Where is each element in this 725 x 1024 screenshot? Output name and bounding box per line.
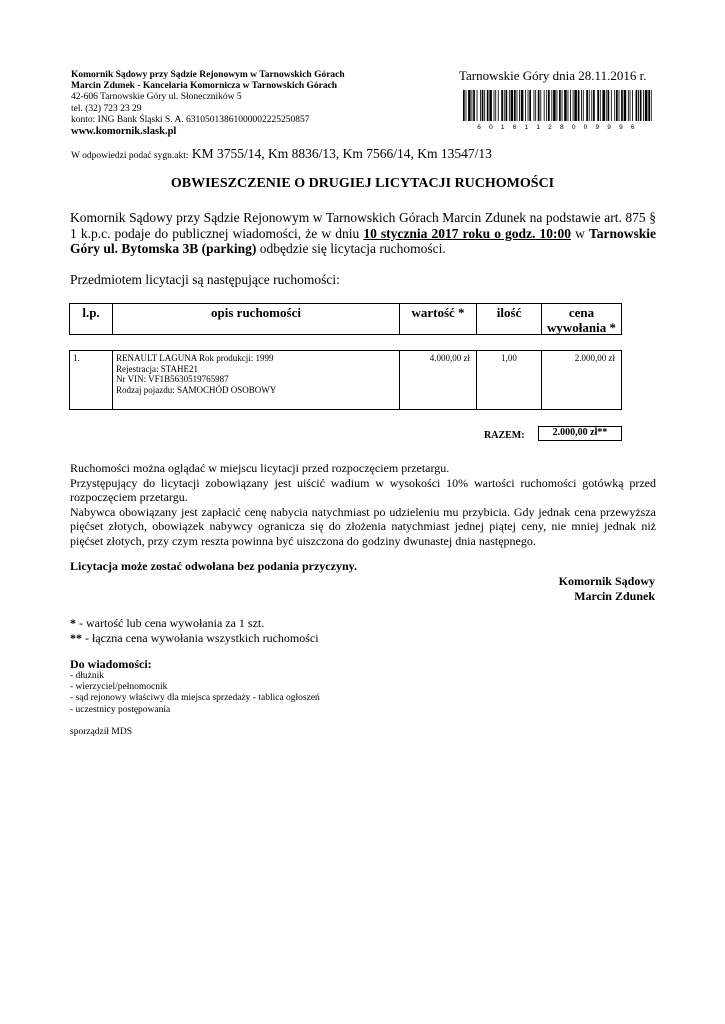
row-price: 2.000,00 zł	[541, 350, 622, 410]
list-item: - sąd rejonowy właściwy dla miejsca sprzedaży - tablica ogłoszeń	[70, 693, 320, 704]
barcode-bar	[591, 90, 592, 121]
barcode-bar	[540, 90, 541, 121]
barcode-bar	[608, 90, 610, 121]
barcode-bar	[548, 90, 550, 121]
intro-paragraph	[70, 210, 656, 257]
barcode-bar	[581, 90, 582, 121]
barcode-bar	[498, 90, 499, 121]
intro-part1: Komornik Sądowy przy Sądzie Rejonowym w Tarnowskich Górach Marcin Zdunek na podstawie art. 875 § 1 k.p.c. podaje do publicznej wiadomości, że w dniu	[70, 210, 656, 241]
barcode-bar	[477, 90, 478, 121]
barcode-bar	[570, 90, 571, 121]
intro-part3: odbędzie się licytacja ruchomości.	[259, 241, 446, 256]
barcode-bar	[602, 90, 605, 121]
barcode-bar	[529, 90, 531, 121]
document-title: OBWIESZCZENIE O DRUGIEJ LICYTACJI RUCHOMOŚCI	[170, 176, 555, 191]
barcode-bar	[466, 90, 467, 121]
ref-prefix: W odpowiedzi podać sygn.akt:	[71, 151, 189, 161]
row-qty: 1,00	[476, 350, 542, 410]
barcode-bar	[506, 90, 508, 121]
barcode-bar	[487, 90, 489, 121]
barcode-bar	[614, 90, 615, 121]
barcode-bar	[600, 90, 601, 121]
footnote-1	[70, 616, 319, 631]
body-paragraph-viewing: Ruchomości można oglądać w miejscu licytacji przed rozpoczęciem przetargu.	[70, 461, 450, 475]
table-row	[69, 350, 622, 410]
barcode-bar	[528, 90, 529, 121]
barcode-bar	[538, 90, 540, 121]
row-desc-line: Rodzaj pojazdu: SAMOCHÓD OSOBOWY	[116, 384, 277, 395]
barcode-bar	[586, 90, 588, 121]
row-desc	[112, 350, 400, 410]
barcode-bar	[574, 90, 577, 121]
barcode-bar	[562, 90, 563, 121]
barcode-bar	[619, 90, 620, 121]
office-header	[71, 70, 451, 137]
distribution-list	[70, 671, 320, 716]
row-value: 4.000,00 zł	[399, 350, 477, 410]
barcode-bar	[597, 90, 599, 121]
header-qty: ilość	[476, 303, 542, 335]
barcode-bar	[504, 90, 505, 121]
auction-place: Tarnowskie Góry ul. Bytomska 3B (parking)	[70, 225, 657, 256]
barcode-bar	[636, 90, 638, 121]
barcode-bar	[583, 90, 584, 121]
barcode-bar	[546, 90, 547, 121]
barcode-bar	[551, 90, 552, 121]
barcode-bar	[535, 90, 536, 121]
barcode-bar	[651, 90, 652, 121]
barcode-bar	[648, 90, 650, 121]
barcode-bar	[643, 90, 644, 121]
barcode-bar	[632, 90, 633, 121]
footnote-1-text: - wartość lub cena wywołania za 1 szt.	[76, 616, 265, 630]
barcode-bar	[521, 90, 524, 121]
barcode-bar	[463, 90, 465, 121]
row-desc-line: Nr VIN: VF1B5630519765987	[116, 374, 229, 384]
total-value: 2.000,00 zł**	[538, 426, 622, 441]
row-desc-line: Rejestracja: STAHE21	[116, 363, 199, 374]
barcode-bar	[568, 90, 569, 121]
barcode-bar	[473, 90, 475, 121]
barcode-bar	[482, 90, 484, 121]
barcode-bar	[517, 90, 518, 121]
barcode-bar	[544, 90, 545, 121]
list-item: - wierzyciel/pełnomocnik	[70, 682, 168, 693]
office-phone: tel. (32) 723 23 29	[71, 103, 142, 114]
office-line1: Komornik Sądowy przy Sądzie Rejonowym w Tarnowskich Górach	[71, 70, 345, 80]
office-website: www.komornik.slask.pl	[71, 126, 177, 138]
barcode-bar	[514, 90, 516, 121]
subject-line: Przedmiotem licytacji są następujące ruchomości:	[70, 272, 340, 287]
barcode-bar	[557, 90, 558, 121]
barcode-bar	[621, 90, 623, 121]
barcode-bar	[630, 90, 631, 121]
barcode-bar	[573, 90, 574, 121]
auction-date-time: 10 stycznia 2017 roku o godz. 10:00	[363, 225, 572, 241]
barcode-bar	[589, 90, 590, 121]
table-header	[69, 303, 622, 335]
barcode-bar	[559, 90, 561, 121]
barcode-digits: 6 0 1 6 1 1 2 8 0 0 9 9 9 6	[477, 124, 638, 130]
ref-numbers: KM 3755/14, Km 8836/13, Km 7566/14, Km 13547/13	[191, 146, 492, 161]
footnote-2-mark: **	[70, 630, 82, 645]
barcode-bar	[519, 90, 520, 121]
barcode-bar	[606, 90, 607, 121]
cancel-note: Licytacja może zostać odwołana bez podania przyczyny.	[70, 559, 357, 573]
barcode-bar	[494, 90, 495, 121]
case-reference	[71, 146, 492, 162]
body-text	[70, 461, 656, 549]
barcode-bar	[564, 90, 567, 121]
barcode-bar	[511, 90, 514, 121]
barcode-bar	[578, 90, 580, 121]
barcode-bar	[628, 90, 629, 121]
barcode-bar	[640, 90, 642, 121]
barcode	[462, 90, 653, 130]
distribution-title: Do wiadomości:	[70, 657, 152, 671]
barcode-bar	[484, 90, 485, 121]
header-price	[541, 303, 622, 335]
barcode-bar	[509, 90, 510, 121]
barcode-bar	[645, 90, 648, 121]
barcode-bar	[593, 90, 595, 121]
footnote-1-mark: *	[70, 616, 76, 630]
signature-title: Komornik Sądowy	[558, 574, 655, 588]
barcode-image	[462, 90, 653, 130]
barcode-bar	[611, 90, 612, 121]
prepared-by: sporządził MDS	[70, 727, 133, 737]
barcode-bar	[525, 90, 526, 121]
body-paragraph-deposit: Przystępujący do licytacji zobowiązany jest uiścić wadium w wysokości 10% wartości ruchomości gotówką przed rozpoczęciem przetargu.	[70, 475, 656, 505]
body-paragraph-payment: Nabywca obowiązany jest zapłacić cenę nabycia natychmiast po udzieleniu mu przybicia. Gdy jednak cena przewyższa pięćset złotych, obowiązek nabywcy ogranicza się do złożenia natychmiast jednej piątej ceny, nie mniej jednak niż pięćset złotych, przy czym reszta powinna być uiszczona do godziny dwunastej dnia następnego.	[70, 504, 656, 548]
barcode-bar	[489, 90, 492, 121]
intro-part2: w	[575, 225, 585, 241]
barcode-bar	[495, 90, 496, 121]
signature-name: Marcin Zdunek	[574, 588, 655, 603]
barcode-bar	[553, 90, 556, 121]
barcode-bar	[534, 90, 535, 121]
list-item: - uczestnicy postępowania	[70, 704, 171, 715]
signature	[470, 574, 655, 603]
footnotes	[70, 616, 319, 645]
barcode-bar	[616, 90, 618, 121]
header-price-line2: wywołania *	[547, 320, 616, 335]
total-label: RAZEM:	[484, 430, 525, 441]
header-lp: l.p.	[69, 303, 113, 335]
header-value: wartość *	[399, 303, 477, 335]
header-desc: opis ruchomości	[112, 303, 400, 335]
document-date: Tarnowskie Góry dnia 28.11.2016 r.	[459, 68, 647, 83]
footnote-2-text: - łączna cena wywołania wszystkich ruchomości	[82, 630, 319, 645]
list-item: - dłużnik	[70, 671, 105, 681]
barcode-bar	[480, 90, 481, 121]
office-account: konto: ING Bank Śląski S. A. 63105013861000002225250857	[71, 114, 310, 125]
barcode-bar	[638, 90, 639, 121]
row-lp: 1.	[69, 350, 113, 410]
office-address: 42-606 Tarnowskie Góry ul. Słoneczników 5	[71, 92, 242, 103]
barcode-bar	[472, 90, 473, 121]
barcode-bar	[468, 90, 471, 121]
office-line2: Marcin Zdunek - Kancelaria Komornicza w Tarnowskich Górach	[71, 81, 338, 92]
footnote-2	[70, 631, 319, 646]
header-price-line1: cena	[568, 305, 595, 320]
row-desc-line: RENAULT LAGUNA Rok produkcji: 1999	[116, 353, 274, 363]
barcode-bar	[624, 90, 627, 121]
barcode-bar	[501, 90, 503, 121]
